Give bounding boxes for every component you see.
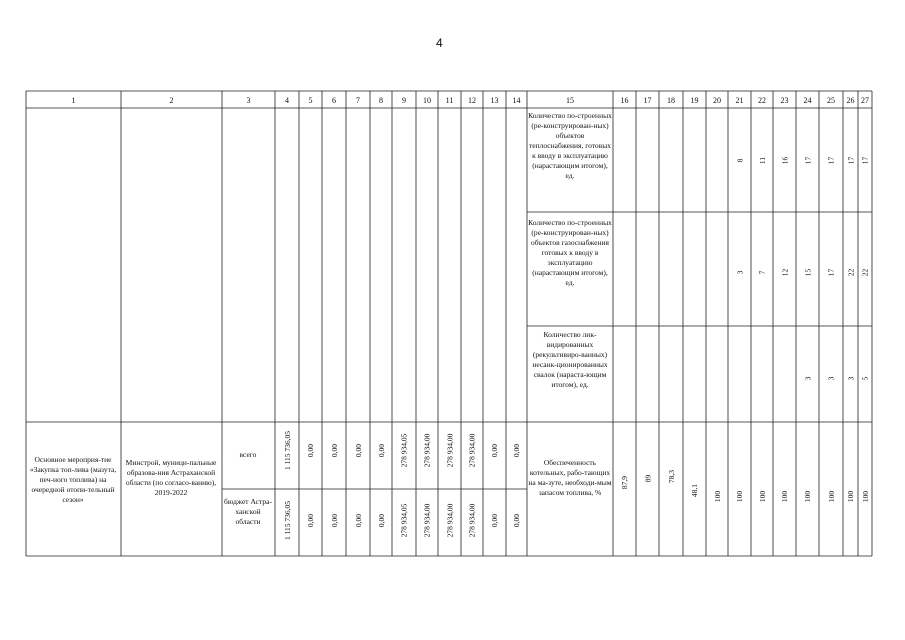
indicator-value: 12: [779, 268, 789, 276]
funding-total-value: 0,00: [490, 443, 500, 457]
column-header: 26: [846, 96, 855, 105]
funding-total-value: 0,00: [512, 443, 522, 457]
main-indicator-value: 100: [780, 490, 790, 502]
funding-total-value: 0,00: [376, 443, 386, 457]
funding-budget-value: 278 934,00: [444, 503, 454, 537]
indicator-value: 5: [860, 376, 870, 380]
funding-total-value: 278 934,05: [399, 433, 409, 467]
page-number: 4: [436, 36, 443, 50]
indicator-value: 8: [734, 158, 744, 162]
indicator-value: 17: [826, 268, 836, 276]
main-indicator-value: 89: [642, 474, 652, 482]
indicator-value: 17: [860, 156, 870, 164]
main-indicator-value: 100: [735, 490, 745, 502]
indicator-value: 17: [802, 156, 812, 164]
funding-budget-value: 0,00: [306, 513, 316, 527]
funding-total-value: 1 115 736,05: [282, 430, 292, 470]
indicator-value: 7: [757, 270, 767, 274]
column-header: 11: [445, 96, 454, 105]
column-header: 23: [780, 96, 789, 105]
indicator-value: 3: [845, 376, 855, 380]
funding-budget-value: 0,00: [376, 513, 386, 527]
main-indicator-value: 100: [757, 490, 767, 502]
indicator-heat-supply: Количество по-строенных (ре-конструирован-ных) объектов теплоснабжения, готовых к вводу в эксплуатацию (нарастающим итогом), ед.: [528, 111, 612, 180]
column-header: 18: [667, 96, 675, 105]
indicator-value: 17: [826, 156, 836, 164]
column-header: 24: [803, 96, 812, 105]
column-header: 14: [512, 96, 521, 105]
indicator-value: 11: [757, 156, 767, 164]
main-indicator-value: 100: [846, 490, 856, 502]
column-header: 17: [643, 96, 652, 105]
funding-budget-value: 0,00: [512, 513, 522, 527]
column-header: 15: [566, 96, 574, 105]
column-header: 8: [379, 96, 383, 105]
column-header: 22: [758, 96, 766, 105]
indicator-value: 17: [845, 156, 855, 164]
main-activity-indicator: Обеспеченность котельных, рабо-тающих на ма-зуте, необходи-мым запасом топлива, %: [528, 458, 612, 497]
column-header: 13: [490, 96, 499, 105]
funding-total-value: 278 934,00: [422, 433, 432, 467]
funding-budget-value: 278 934,00: [467, 503, 477, 537]
funding-budget-value: 278 934,00: [422, 503, 432, 537]
column-header: 9: [402, 96, 406, 105]
column-header: 6: [332, 96, 336, 105]
indicator-gas-supply: Количество по-строенных (ре-конструирован-ных) объектов газоснабжения готовых к вводу в эксплуатацию (нарастающим итогом), ед.: [528, 218, 612, 287]
indicator-value: 3: [802, 376, 812, 380]
main-indicator-value: 100: [803, 490, 813, 502]
funding-budget-value: 0,00: [329, 513, 339, 527]
column-header: 20: [713, 96, 721, 105]
source-budget-label: бюджет Астра-ханской области: [224, 497, 272, 526]
funding-budget-value: 278 934,05: [399, 503, 409, 537]
indicator-value: 16: [779, 156, 789, 164]
column-header: 2: [169, 96, 174, 105]
main-activity-name: Основное мероприя-тие «Закупка топ-лива (мазута, печ-ного топлива) на очередной отопи-тельный сезон»: [29, 455, 117, 504]
main-indicator-value: 48,1: [690, 483, 700, 497]
funding-budget-value: 0,00: [353, 513, 363, 527]
main-indicator-value: 100: [860, 490, 870, 502]
column-header: 7: [356, 96, 360, 105]
indicator-value: 22: [845, 268, 855, 276]
indicator-value: 22: [860, 268, 870, 276]
main-indicator-value: 100: [826, 490, 836, 502]
indicator-value: 15: [802, 268, 812, 276]
column-header: 3: [246, 96, 251, 105]
column-header: 21: [735, 96, 744, 105]
column-header: 25: [827, 96, 835, 105]
column-header: 10: [423, 96, 431, 105]
main-activity-executor: Минстрой, муници-пальные образова-ния Астраханской области (по согласо-ванию), 2019-2022: [125, 458, 217, 497]
column-header: 12: [468, 96, 476, 105]
main-indicator-value: 100: [712, 490, 722, 502]
funding-total-value: 0,00: [306, 443, 316, 457]
column-header: 27: [861, 96, 869, 105]
main-indicator-value: 78,3: [666, 469, 676, 483]
funding-budget-value: 0,00: [490, 513, 500, 527]
column-header: 1: [71, 96, 76, 105]
funding-budget-value: 1 115 736,05: [282, 500, 292, 540]
main-indicator-value: 87,9: [620, 475, 630, 489]
column-header: 19: [690, 96, 699, 105]
column-header: 5: [308, 96, 313, 105]
funding-total-value: 0,00: [329, 443, 339, 457]
funding-total-value: 278 934,00: [467, 433, 477, 467]
column-header: 16: [620, 96, 629, 105]
indicator-landfills: Количество лик-видированных (рекультивиро-ванных) несанк-ционированных свалок (нараста-ющим итогом), ед.: [532, 330, 608, 389]
funding-total-value: 0,00: [353, 443, 363, 457]
source-total-label: всего: [239, 450, 257, 459]
indicator-value: 3: [826, 376, 836, 380]
column-header: 4: [285, 96, 289, 105]
funding-total-value: 278 934,00: [444, 433, 454, 467]
indicator-value: 3: [734, 270, 744, 274]
